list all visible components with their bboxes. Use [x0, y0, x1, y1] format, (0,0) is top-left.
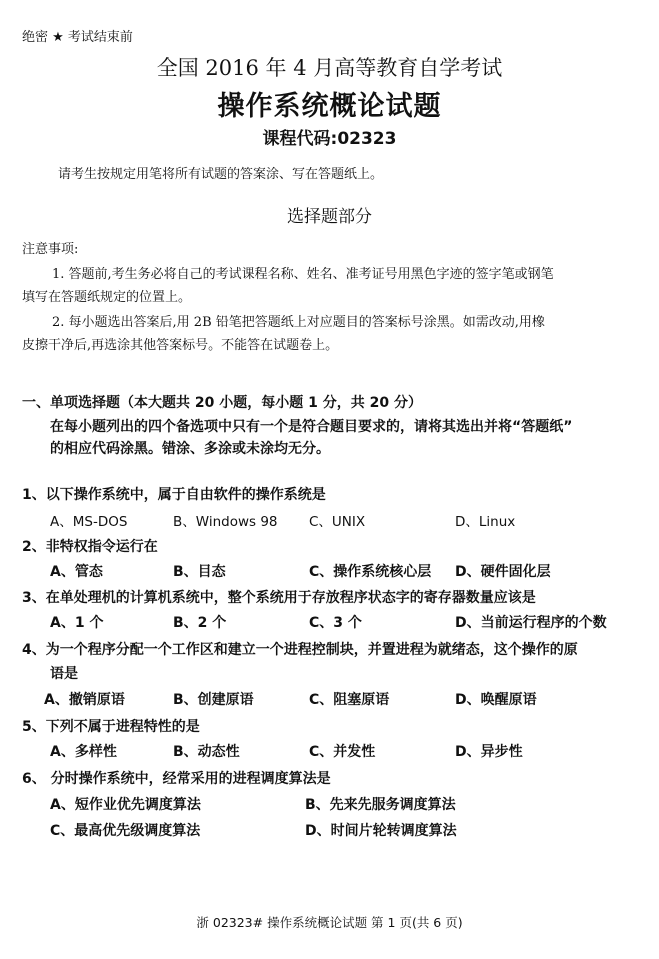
question-2-option-a: A、管态: [50, 564, 103, 580]
question-6-option-d: D、时间片轮转调度算法: [305, 823, 457, 839]
question-1-option-d: D、Linux: [455, 514, 516, 530]
question-5-option-a: A、多样性: [50, 744, 117, 760]
question-4-option-d: D、唤醒原语: [455, 692, 537, 708]
question-6-option-a: A、短作业优先调度算法: [50, 797, 201, 813]
note-1-line-1: 1. 答题前,考生务必将自己的考试课程名称、姓名、准考证号用黑色字迹的签字笔或钢笔: [52, 267, 554, 282]
question-3-option-b: B、2 个: [173, 615, 227, 631]
question-3-option-a: A、1 个: [50, 615, 104, 631]
question-2-option-c: C、操作系统核心层: [309, 564, 432, 580]
question-6-stem: 6、 分时操作系统中，经常采用的进程调度算法是: [22, 771, 331, 787]
question-1-option-b: B、Windows 98: [173, 514, 278, 530]
note-2-line-1: 2. 每小题选出答案后,用 2B 铅笔把答题纸上对应题目的答案标号涂黑。如需改动,用橡: [52, 315, 545, 330]
part1-desc-line-1: 在每小题列出的四个备选项中只有一个是符合题目要求的，请将其选出并将“答题纸”: [50, 419, 573, 435]
notes-heading: 注意事项:: [22, 242, 79, 257]
exam-title: 全国 2016 年 4 月高等教育自学考试: [156, 56, 503, 80]
secret-label: 绝密 ★ 考试结束前: [22, 30, 133, 45]
question-4-stem-line-2: 语是: [50, 666, 78, 682]
question-6-option-c: C、最高优先级调度算法: [50, 823, 201, 839]
instruction: 请考生按规定用笔将所有试题的答案涂、写在答题纸上。: [58, 167, 384, 182]
question-3-option-c: C、3 个: [309, 615, 362, 631]
question-5-option-d: D、异步性: [455, 744, 523, 760]
question-1-option-a: A、MS-DOS: [50, 514, 128, 530]
question-4-option-c: C、阻塞原语: [309, 692, 390, 708]
question-5-option-c: C、并发性: [309, 744, 376, 760]
question-4-option-a: A、撤销原语: [44, 692, 125, 708]
question-4-option-b: B、创建原语: [173, 692, 254, 708]
question-3-stem: 3、在单处理机的计算机系统中，整个系统用于存放程序状态字的寄存器数量应该是: [22, 590, 536, 606]
section-title: 选择题部分: [287, 207, 372, 227]
question-2-option-d: D、硬件固化层: [455, 564, 551, 580]
question-5-stem: 5、下列不属于进程特性的是: [22, 719, 200, 735]
question-2-stem: 2、非特权指令运行在: [22, 539, 158, 555]
course-code: 课程代码:02323: [262, 129, 397, 149]
question-5-option-b: B、动态性: [173, 744, 240, 760]
note-2-line-2: 皮擦干净后,再选涂其他答案标号。不能答在试题卷上。: [22, 338, 339, 353]
question-6-option-b: B、先来先服务调度算法: [305, 797, 456, 813]
part1-heading: 一、单项选择题（本大题共 20 小题，每小题 1 分，共 20 分）: [22, 395, 422, 411]
question-4-stem: 4、为一个程序分配一个工作区和建立一个进程控制块，并置进程为就绪态，这个操作的原: [22, 642, 578, 658]
question-1-option-c: C、UNIX: [309, 514, 366, 530]
paper-title: 操作系统概论试题: [217, 91, 442, 122]
question-3-option-d: D、当前运行程序的个数: [455, 615, 607, 631]
question-2-option-b: B、目态: [173, 564, 226, 580]
note-1-line-2: 填写在答题纸规定的位置上。: [22, 290, 192, 305]
part1-desc-line-2: 的相应代码涂黑。错涂、多涂或未涂均无分。: [50, 441, 330, 457]
question-1-stem: 1、以下操作系统中，属于自由软件的操作系统是: [22, 487, 326, 503]
page-footer: 浙 02323# 操作系统概论试题 第 1 页(共 6 页): [196, 915, 463, 930]
